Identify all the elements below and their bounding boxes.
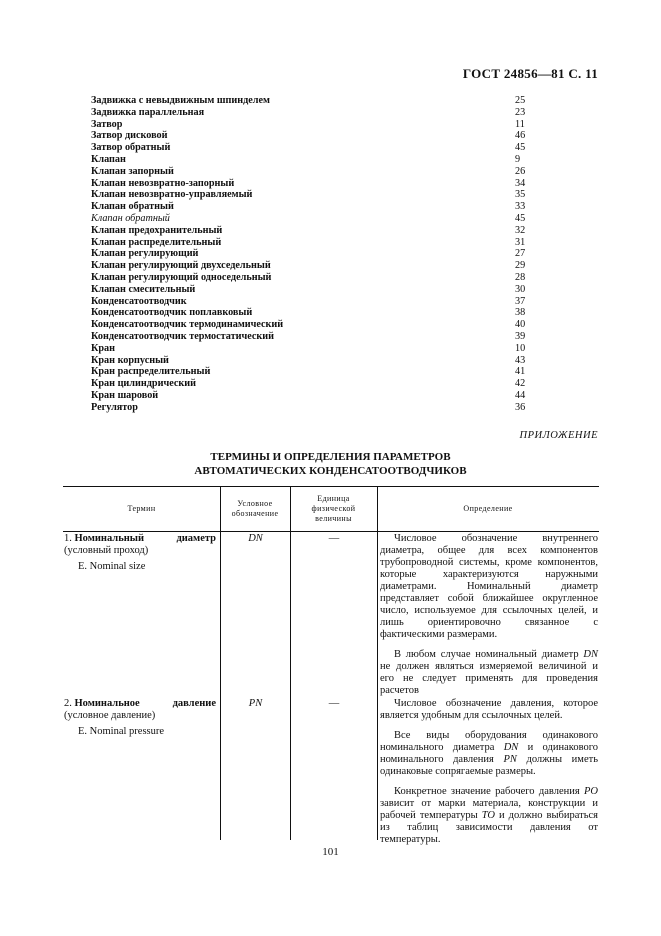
index-term: Затвор xyxy=(91,118,123,130)
index-entry xyxy=(91,130,537,142)
index-entry xyxy=(91,296,537,308)
index-term: Клапан регулирующий xyxy=(91,248,199,260)
index-entry xyxy=(91,95,537,107)
term-word: Номинальное xyxy=(74,698,140,709)
index-page: 40 xyxy=(515,319,526,331)
index-entry xyxy=(91,142,537,154)
index-page: 41 xyxy=(515,366,526,378)
index-entry xyxy=(91,260,537,272)
index-page: 35 xyxy=(515,189,526,201)
term-alternative: (условное давление) xyxy=(64,710,156,721)
table-header xyxy=(63,486,599,532)
index-entry xyxy=(91,307,537,319)
index-term: Конденсатоотводчик поплавковый xyxy=(91,307,253,319)
index-entry xyxy=(91,343,537,355)
header-unit xyxy=(290,486,377,531)
index-term: Задвижка с невыдвижным шпинделем xyxy=(91,95,270,106)
term-word: давление xyxy=(172,698,216,709)
index-entry xyxy=(91,272,537,284)
term-unit: — xyxy=(328,698,340,709)
term-number: 2. xyxy=(64,698,72,709)
index-entry xyxy=(91,319,537,331)
index-term: Кран распределительный xyxy=(91,366,211,378)
term-definition xyxy=(380,533,598,705)
index-page: 26 xyxy=(515,165,526,177)
index-page: 46 xyxy=(515,130,526,142)
index-entry xyxy=(91,390,537,402)
index-term: Клапан обратный xyxy=(91,201,174,213)
index-page: 29 xyxy=(515,260,526,272)
index-term: Клапан xyxy=(91,153,126,165)
index-term: Клапан запорный xyxy=(91,165,174,177)
index-page: 11 xyxy=(515,118,525,130)
index-entry xyxy=(91,178,537,190)
index-term: Клапан регулирующий односедельный xyxy=(91,271,272,283)
header-symbol xyxy=(220,486,290,531)
header-definition: Определение xyxy=(463,503,513,513)
index-entry xyxy=(91,284,537,296)
index-entry xyxy=(91,154,537,166)
index-page: 38 xyxy=(515,307,526,319)
index-list xyxy=(91,95,537,414)
index-term: Клапан распределительный xyxy=(91,236,222,248)
index-entry xyxy=(91,119,537,131)
term-symbol: PN xyxy=(248,698,263,709)
index-page: 45 xyxy=(515,212,526,224)
term-title xyxy=(64,533,216,545)
section-title-line: ТЕРМИНЫ И ОПРЕДЕЛЕНИЯ ПАРАМЕТРОВ xyxy=(210,451,451,463)
index-term: Конденсатоотводчик xyxy=(91,295,187,307)
table-row-term xyxy=(64,698,216,738)
term-number: 1. xyxy=(64,533,72,544)
index-entry xyxy=(91,225,537,237)
index-term: Клапан невозвратно-управляемый xyxy=(91,189,253,201)
index-page: 33 xyxy=(515,201,526,213)
index-term: Клапан обратный xyxy=(91,212,170,224)
term-word: диаметр xyxy=(176,533,216,544)
index-term: Клапан смесительный xyxy=(91,283,196,295)
index-page: 44 xyxy=(515,389,526,401)
index-entry xyxy=(91,166,537,178)
index-page: 27 xyxy=(515,248,526,260)
page-number: 101 xyxy=(322,846,339,858)
column-divider xyxy=(377,486,378,840)
index-term: Конденсатоотводчик термодинамический xyxy=(91,319,284,331)
definition-paragraph: Конкретное значение рабочего давления PO зависит от марки материала, конструкции и рабочей температуры TO и должно выбираться из таблиц зависимости давления от температуры. xyxy=(380,786,598,845)
index-entry xyxy=(91,201,537,213)
index-page: 23 xyxy=(515,106,526,118)
index-page: 43 xyxy=(515,354,526,366)
index-page: 10 xyxy=(515,342,526,354)
index-entry xyxy=(91,213,537,225)
term-unit: — xyxy=(328,533,340,544)
term-english: E. Nominal size xyxy=(78,561,146,572)
index-entry xyxy=(91,107,537,119)
term-english: E. Nominal pressure xyxy=(78,726,165,737)
header-term: Термин xyxy=(127,503,156,513)
index-term: Клапан невозвратно-запорный xyxy=(91,177,235,189)
section-title-line: АВТОМАТИЧЕСКИХ КОНДЕНСАТООТВОДЧИКОВ xyxy=(194,465,467,477)
index-term: Затвор дисковой xyxy=(91,130,168,142)
index-page: 32 xyxy=(515,224,526,236)
definition-paragraph: Все виды оборудования одинакового номинального диаметра DN и одинакового номинального давления PN должны иметь одинаковые сопрягаемые размеры. xyxy=(380,730,598,777)
index-term: Затвор обратный xyxy=(91,142,171,154)
index-entry xyxy=(91,237,537,249)
section-title xyxy=(0,450,661,478)
index-page: 9 xyxy=(515,153,521,165)
index-term: Конденсатоотводчик термостатический xyxy=(91,330,275,342)
index-page: 34 xyxy=(515,177,526,189)
index-term: Клапан предохранительный xyxy=(91,224,223,236)
index-page: 36 xyxy=(515,401,526,413)
index-term: Кран цилиндрический xyxy=(91,378,196,390)
index-page: 39 xyxy=(515,330,526,342)
index-entry xyxy=(91,402,537,414)
index-page: 37 xyxy=(515,295,526,307)
header-unit-line: величины xyxy=(315,513,352,523)
header-symbol-line: Условное xyxy=(237,498,273,508)
header-unit-line: физической xyxy=(311,503,356,513)
definition-paragraph: В любом случае номинальный диаметр DN не должен являться измеряемой величиной и его не следует применять для проведения расчетов xyxy=(380,649,598,696)
index-term: Кран корпусный xyxy=(91,354,169,366)
index-page: 45 xyxy=(515,142,526,154)
index-entry xyxy=(91,248,537,260)
term-title xyxy=(64,698,216,710)
definition-paragraph: Числовое обозначение давления, которое является удобным для ссылочных целей. xyxy=(380,698,598,721)
definition-paragraph: Числовое обозначение внутреннего диаметра, общее для всех компонентов трубопроводной системы, кроме компонентов, которые характеризуются наружными диаметрами. Номинальный диаметр представляет собой ближайшее округленное число, используемое для ссылочных целей, и лишь ориентировочно связанное с фактическими размерами. xyxy=(380,533,598,640)
index-term: Регулятор xyxy=(91,401,138,413)
index-entry xyxy=(91,366,537,378)
index-entry xyxy=(91,378,537,390)
page-header: ГОСТ 24856—81 С. 11 xyxy=(462,66,598,81)
index-term: Клапан регулирующий двухседельный xyxy=(91,260,271,272)
index-entry xyxy=(91,189,537,201)
table-row-term xyxy=(64,533,216,573)
term-definition xyxy=(380,698,598,854)
header-unit-line: Единица xyxy=(317,493,350,503)
term-symbol: DN xyxy=(248,533,263,544)
index-term: Задвижка параллельная xyxy=(91,106,205,118)
term-alternative: (условный проход) xyxy=(64,545,149,556)
index-page: 25 xyxy=(515,95,526,106)
index-page: 30 xyxy=(515,283,526,295)
index-page: 28 xyxy=(515,271,526,283)
index-term: Кран шаровой xyxy=(91,389,159,401)
index-page: 31 xyxy=(515,236,526,248)
index-term: Кран xyxy=(91,342,116,354)
header-symbol-line: обозначение xyxy=(231,508,279,518)
term-word: Номинальный xyxy=(74,533,145,544)
index-entry xyxy=(91,331,537,343)
appendix-label: ПРИЛОЖЕНИЕ xyxy=(519,430,598,441)
index-page: 42 xyxy=(515,378,526,390)
index-entry xyxy=(91,355,537,367)
